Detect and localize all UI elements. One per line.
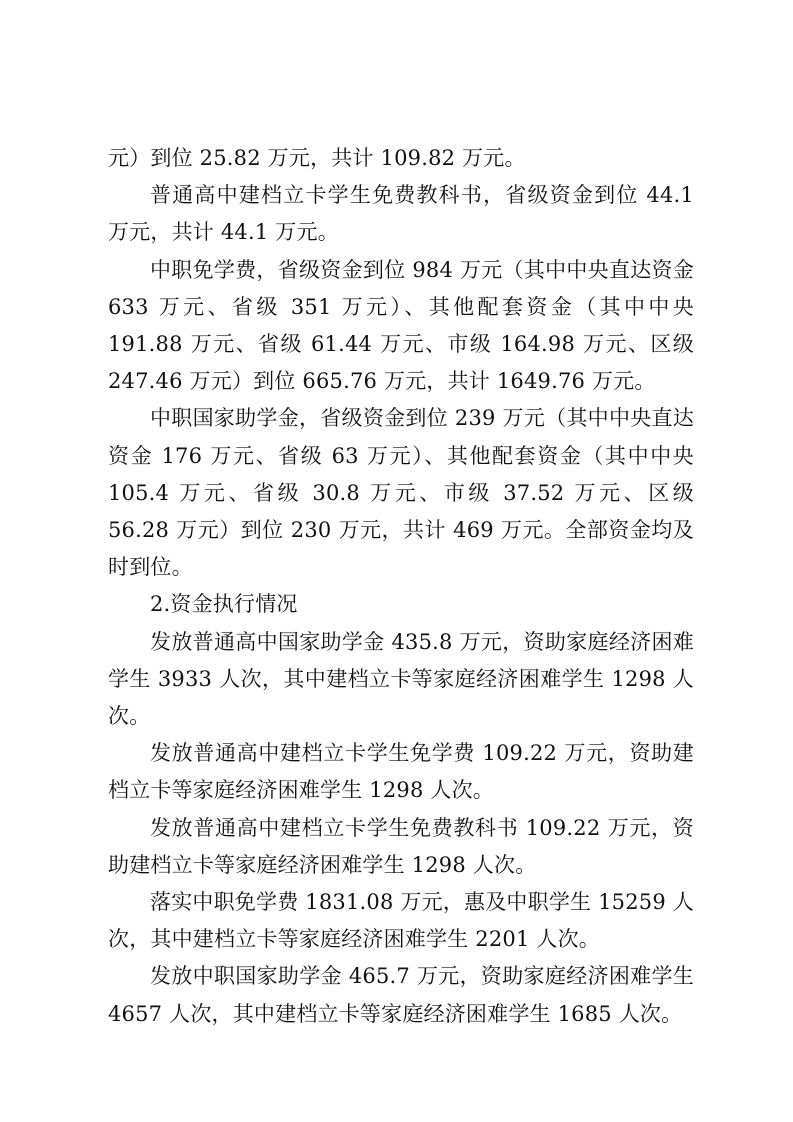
paragraph-continuation: 元）到位 25.82 万元，共计 109.82 万元。 [108, 146, 526, 170]
document-body [108, 140, 694, 1033]
paragraph-high-school-grant: 发放普通高中国家助学金 435.8 万元，资助家庭经济困难学生 3933 人次，其中建档立卡等家庭经济困难学生 1298 人次。 [108, 629, 694, 729]
paragraph-vocational-tuition-implementation: 落实中职免学费 1831.08 万元，惠及中职学生 15259 人次，其中建档立卡等家庭经济困难学生 2201 人次。 [108, 890, 694, 952]
paragraph-vocational-grant: 中职国家助学金，省级资金到位 239 万元（其中中央直达资金 176 万元、省级 63 万元）、其他配套资金（其中中央 105.4 万元、省级 30.8 万元、市级 37.52 万元、区级 56.28 万元）到位 230 万元，共计 469 万元。全部资金均及时到位。 [108, 406, 694, 580]
paragraph-vocational-tuition-exemption: 中职免学费，省级资金到位 984 万元（其中中央直达资金 633 万元、省级 351 万元）、其他配套资金（其中中央 191.88 万元、省级 61.44 万元、市级 164.98 万元、区级 247.46 万元）到位 665.76 万元，共计 1649.76 万元。 [108, 257, 694, 394]
section-heading-fund-execution: 2.资金执行情况 [150, 592, 298, 617]
paragraph-vocational-grant-distribution: 发放中职国家助学金 465.7 万元，资助家庭经济困难学生 4657 人次，其中建档立卡等家庭经济困难学生 1685 人次。 [108, 964, 694, 1026]
paragraph-high-school-tuition-exemption: 发放普通高中建档立卡学生免学费 109.22 万元，资助建档立卡等家庭经济困难学生 1298 人次。 [108, 741, 694, 803]
paragraph-high-school-textbooks: 发放普通高中建档立卡学生免费教科书 109.22 万元，资助建档立卡等家庭经济困难学生 1298 人次。 [108, 815, 694, 877]
paragraph-textbook-funds: 普通高中建档立卡学生免费教科书，省级资金到位 44.1 万元，共计 44.1 万元。 [108, 183, 694, 245]
